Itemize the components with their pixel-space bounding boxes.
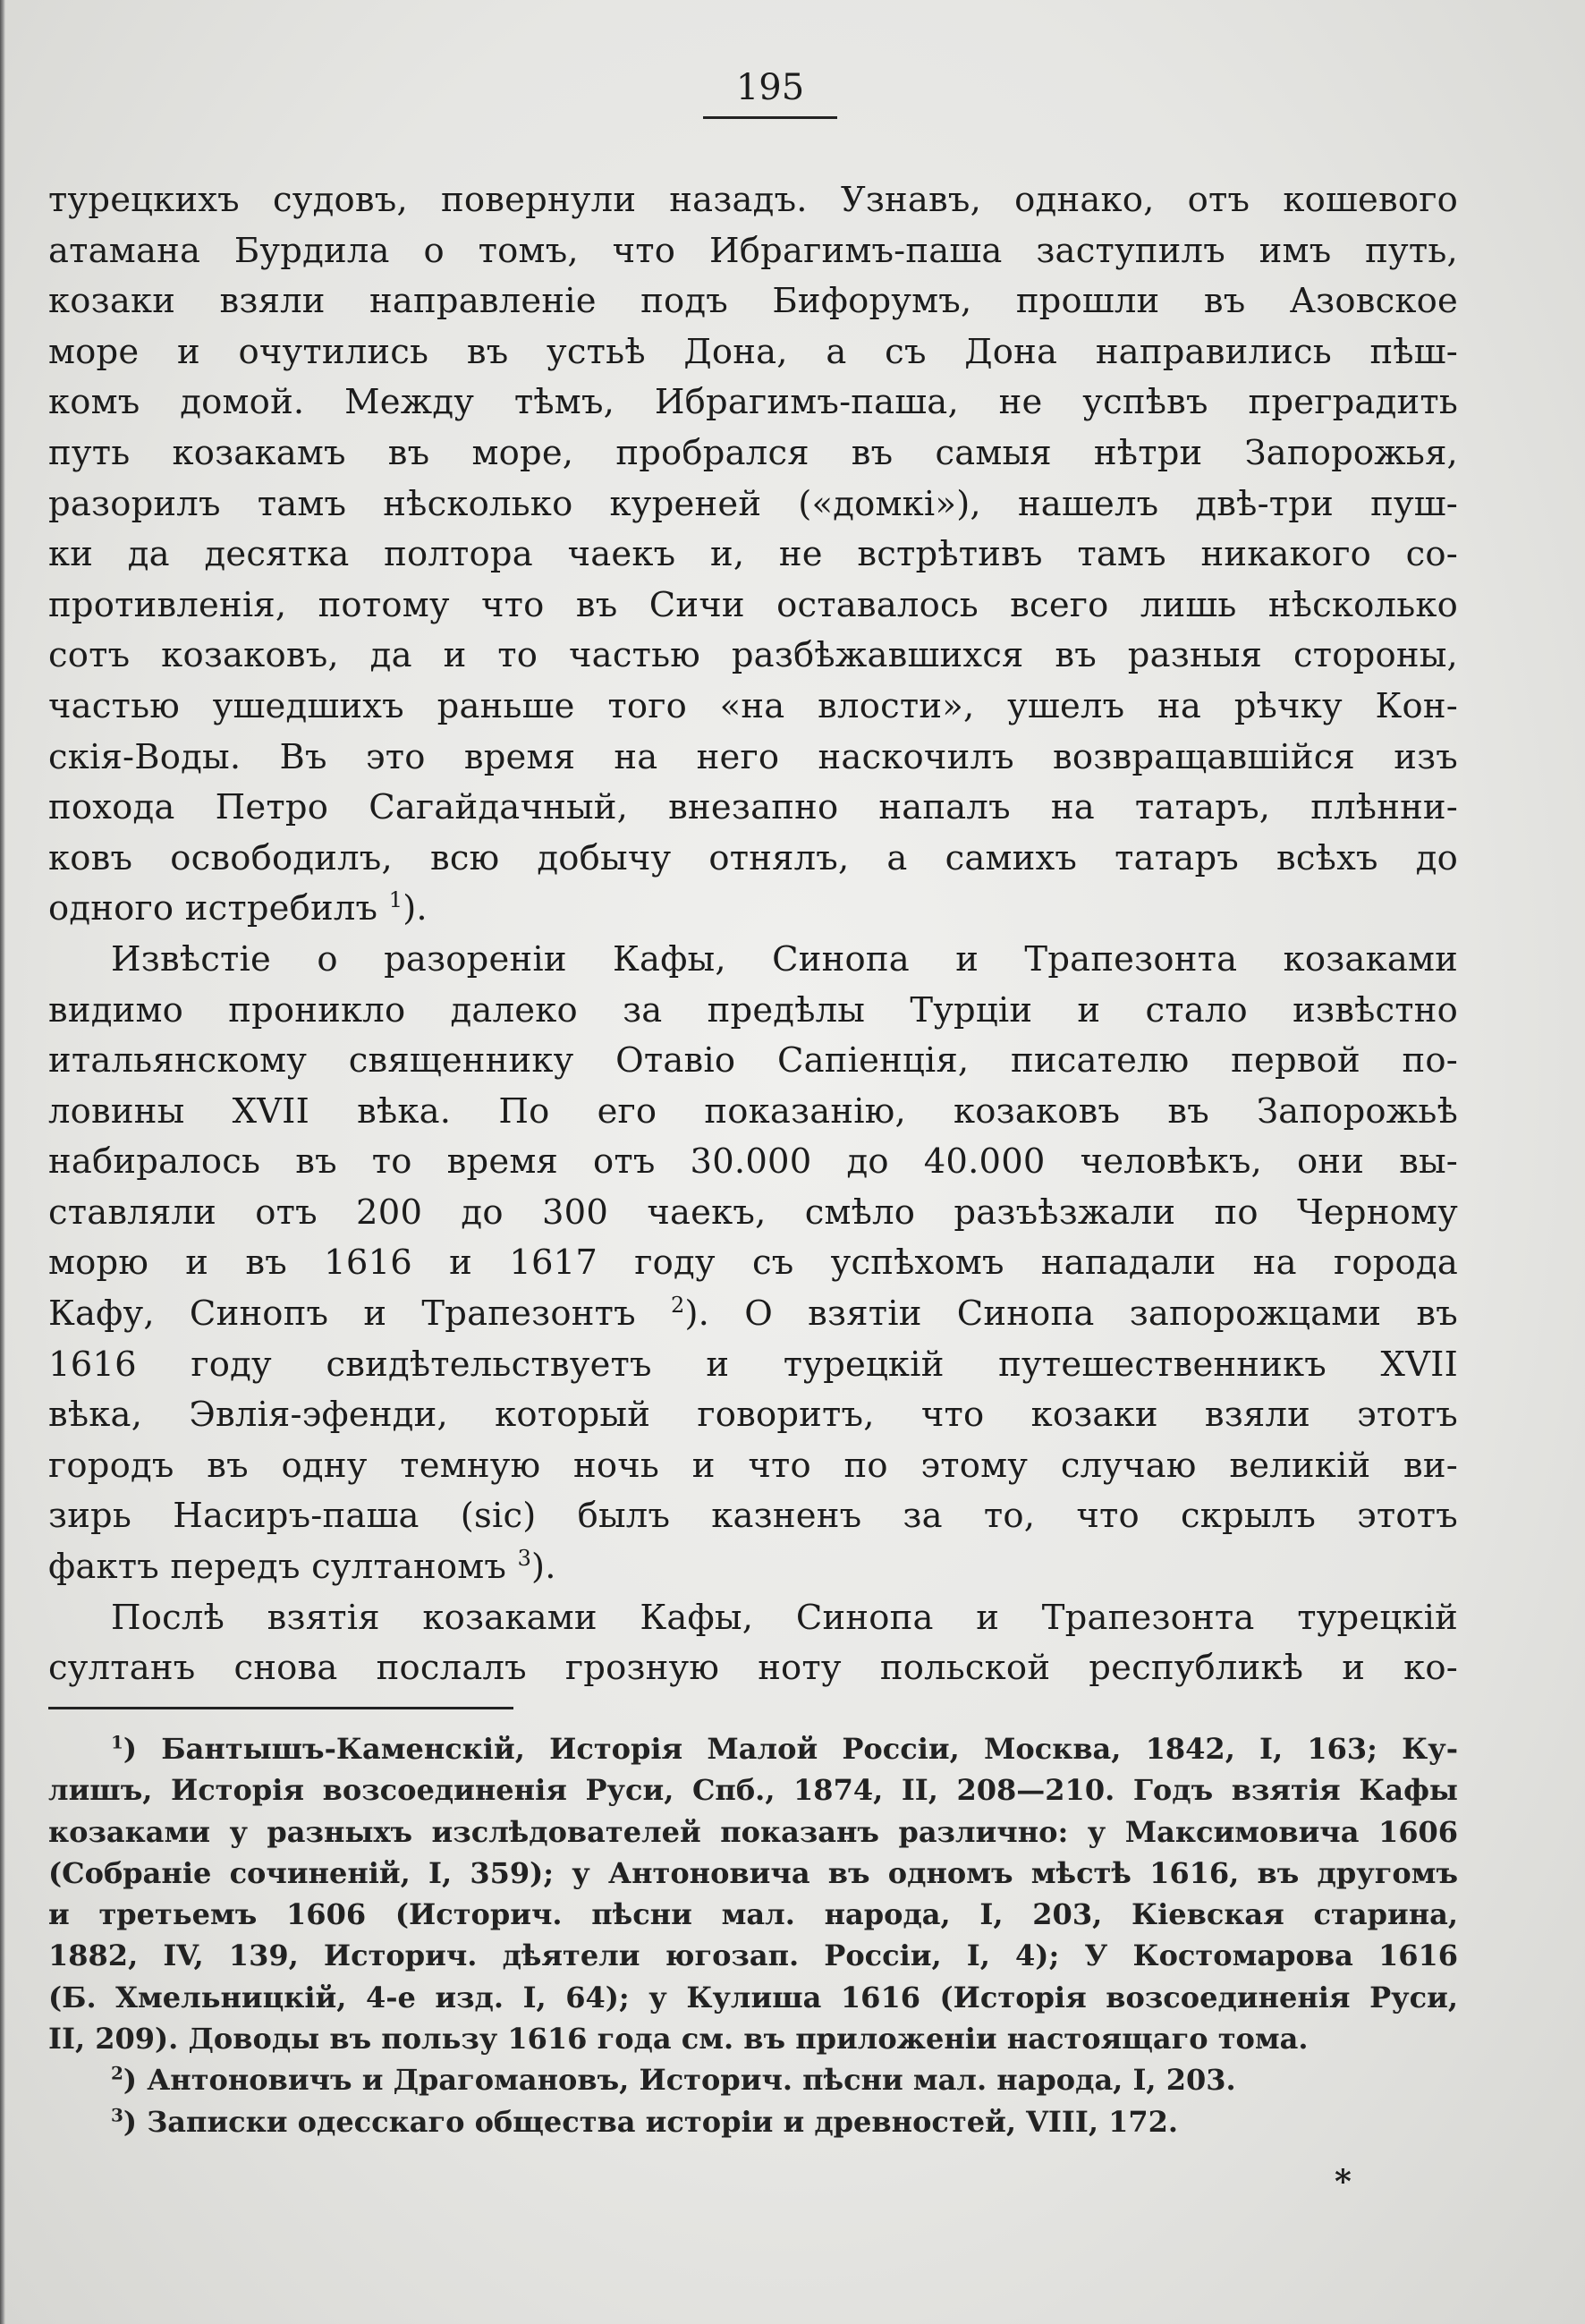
text-fragment: Кафу, Синопъ и Трапезонтъ xyxy=(48,1293,636,1335)
text-fragment: ). О взятіи Синопа запорожцами въ xyxy=(684,1293,1458,1335)
footnote-1 xyxy=(48,1728,1458,2059)
text-line: вѣка, Эвлія-эфенди, который говоритъ, что козаки взяли этотъ xyxy=(48,1395,1458,1436)
footnote-line xyxy=(48,2059,1458,2100)
footnote-line: и третьемъ 1606 (Историч. пѣсни мал. народа, I, 203, Кіевская старина, xyxy=(48,1897,1458,1932)
footnote-line: козаками у разныхъ изслѣдователей показанъ различно: у Максимовича 1606 xyxy=(48,1814,1458,1849)
footnote-number: 2 xyxy=(111,2062,123,2084)
paragraph-3 xyxy=(48,1593,1458,1694)
text-line: козаки взяли направленіе подъ Бифорумъ, прошли въ Азовское xyxy=(48,281,1458,322)
text-line: сотъ козаковъ, да и то частью разбѣжавшихся въ разныя стороны, xyxy=(48,635,1458,676)
text-line: противленія, потому что въ Сичи оставалось всего лишь нѣсколько xyxy=(48,584,1458,625)
text-line: турецкихъ судовъ, повернули назадъ. Узнавъ, однако, отъ кошевого xyxy=(48,180,1458,220)
footnote-number: 1 xyxy=(111,1731,123,1753)
footnote-line: (Собраніе сочиненій, I, 359); у Антоновича въ одномъ мѣстѣ 1616, въ другомъ xyxy=(48,1855,1458,1890)
footnote-line xyxy=(48,2101,1458,2142)
footnote-line: 1882, IV, 139, Историч. дѣятели югозап. Россіи, I, 4); У Костомарова 1616 xyxy=(48,1938,1458,1973)
footnotes xyxy=(48,1728,1458,2142)
text-line: похода Петро Сагайдачный, внезапно напалъ на татаръ, плѣнни- xyxy=(48,787,1458,828)
text-line: путь козакамъ въ море, пробрался въ самыя нѣтри Запорожья, xyxy=(48,432,1458,473)
text-line: ковъ освободилъ, всю добычу отнялъ, а самихъ татаръ всѣхъ до xyxy=(48,837,1458,878)
footnote-text: ) Бантышъ-Каменскій, Исторія Малой Россіи, Москва, 1842, I, 163; Ку- xyxy=(123,1732,1458,1766)
text-fragment: одного истребилъ xyxy=(48,888,378,929)
text-line: скія-Воды. Въ это время на него наскочилъ возвращавшійся изъ xyxy=(48,736,1458,777)
footnote-ref[interactable]: 2 xyxy=(670,1293,685,1319)
text-line: море и очутились въ устьѣ Дона, а съ Дона направились пѣш- xyxy=(48,331,1458,372)
paragraph-1 xyxy=(48,175,1458,935)
text-line: набиралось въ то время отъ 30.000 до 40.000 человѣкъ, они вы- xyxy=(48,1141,1458,1183)
text-line: Извѣстіе о разореніи Кафы, Синопа и Трапезонта козаками xyxy=(111,938,1458,980)
text-fragment: ). xyxy=(403,888,428,929)
text-line: Послѣ взятія козаками Кафы, Синопа и Трапезонта турецкій xyxy=(111,1597,1458,1638)
text-line: султанъ снова послалъ грозную ноту польской республикѣ и ко- xyxy=(48,1648,1458,1689)
footnote-3 xyxy=(48,2101,1458,2142)
footnote-separator xyxy=(48,1707,513,1709)
text-line: комъ домой. Между тѣмъ, Ибрагимъ-паша, не успѣвъ преградить xyxy=(48,382,1458,423)
text-line: зирь Насиръ-паша (sic) былъ казненъ за то, что скрылъ этотъ xyxy=(48,1496,1458,1537)
text-line: атамана Бурдила о томъ, что Ибрагимъ-паша заступилъ имъ путь, xyxy=(48,230,1458,271)
footnote-ref[interactable]: 3 xyxy=(517,1546,532,1572)
text-line: видимо проникло далеко за предѣлы Турціи и стало извѣстно xyxy=(48,989,1458,1031)
text-line: разорилъ тамъ нѣсколько куреней («домкі»), нашелъ двѣ-три пуш- xyxy=(48,483,1458,524)
text-fragment: фактъ передъ султаномъ xyxy=(48,1547,507,1588)
text-line: итальянскому священнику Отавіо Сапіенція, писателю первой по- xyxy=(48,1040,1458,1081)
footnote-text: ) Записки одесскаго общества исторіи и древностей, VIII, 172. xyxy=(123,2104,1179,2139)
page-number-rule xyxy=(703,116,837,119)
text-line: морю и въ 1616 и 1617 году съ успѣхомъ нападали на города xyxy=(48,1243,1458,1284)
footnote-number: 3 xyxy=(111,2104,123,2126)
text-line: частью ушедшихъ раньше того «на влости», ушелъ на рѣчку Кон- xyxy=(48,685,1458,726)
footnote-ref[interactable]: 1 xyxy=(388,887,403,913)
text-line: городъ въ одну темную ночь и что по этому случаю великій ви- xyxy=(48,1445,1458,1486)
text-line: 1616 году свидѣтельствуетъ и турецкій путешественникъ XVII xyxy=(48,1344,1458,1385)
text-line: ки да десятка полтора чаекъ и, не встрѣтивъ тамъ никакого со- xyxy=(48,534,1458,575)
footnote-2 xyxy=(48,2059,1458,2100)
footnote-line xyxy=(48,1728,1458,1769)
text-fragment: ). xyxy=(531,1547,556,1588)
page-edge-shadow xyxy=(0,0,5,2324)
footnote-line: II, 209). Доводы въ пользу 1616 года см. въ приложеніи настоящаго тома. xyxy=(48,2022,1309,2057)
signature-mark: * xyxy=(1335,2163,1352,2201)
body-text xyxy=(48,175,1458,1694)
footnote-line: (Б. Хмельницкій, 4-е изд. I, 64); у Кулиша 1616 (Исторія возсоединенія Руси, xyxy=(48,1980,1458,2014)
text-line xyxy=(48,1542,1458,1593)
page-number: 195 xyxy=(735,67,805,108)
text-line xyxy=(48,1289,1458,1340)
paragraph-2 xyxy=(48,935,1458,1593)
text-line xyxy=(48,884,1458,935)
footnote-text: ) Антоновичъ и Драгомановъ, Историч. пѣсни мал. народа, I, 203. xyxy=(123,2063,1236,2098)
text-line: ставляли отъ 200 до 300 чаекъ, смѣло разъѣзжали по Черному xyxy=(48,1192,1458,1233)
footnote-line: лишъ, Исторія возсоединенія Руси, Спб., 1874, II, 208—210. Годъ взятія Кафы xyxy=(48,1773,1458,1808)
text-line: ловины XVII вѣка. По его показанію, козаковъ въ Запорожьѣ xyxy=(48,1090,1458,1132)
